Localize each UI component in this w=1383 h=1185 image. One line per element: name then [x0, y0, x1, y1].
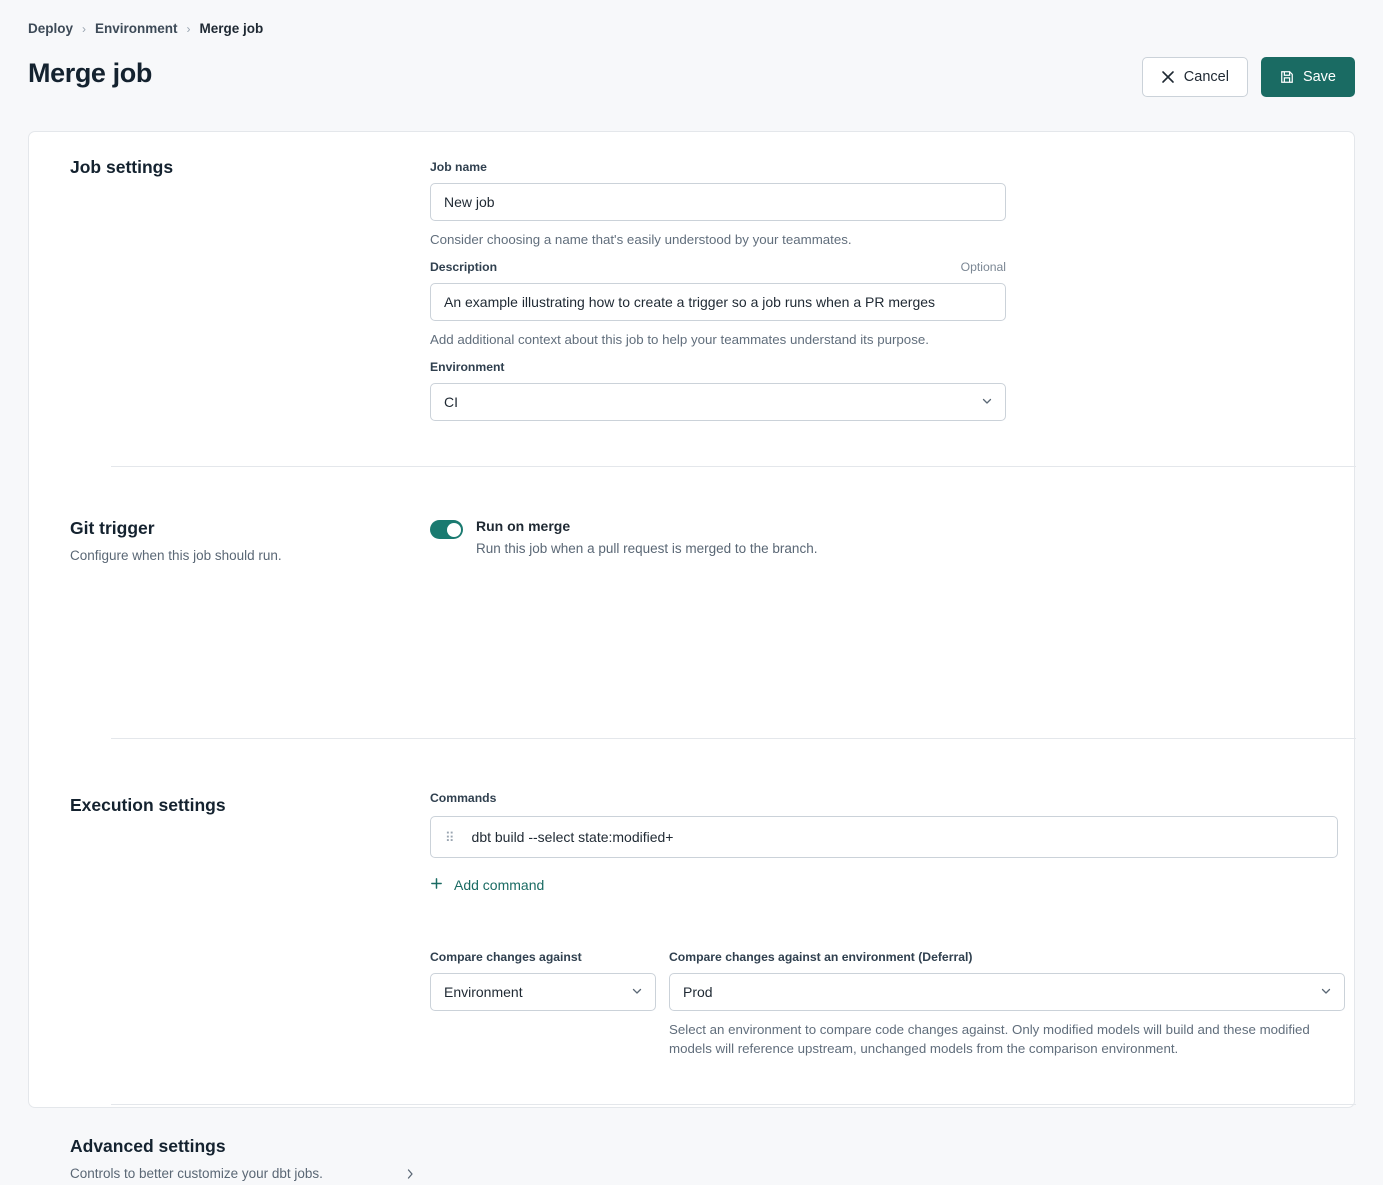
description-input[interactable]: An example illustrating how to create a trigger so a job runs when a PR merges	[430, 283, 1006, 321]
breadcrumb-item-merge-job: Merge job	[199, 21, 264, 36]
git-trigger-title: Git trigger	[70, 518, 155, 538]
divider	[111, 1104, 1356, 1105]
commands-label: Commands	[430, 791, 497, 805]
command-row[interactable]	[430, 816, 1338, 858]
job-settings-title: Job settings	[70, 157, 174, 177]
save-button[interactable]	[1261, 57, 1355, 97]
job-name-label: Job name	[430, 160, 487, 174]
run-on-merge-help: Run this job when a pull request is merged to the branch.	[476, 541, 818, 556]
breadcrumb-separator-icon: ›	[82, 21, 87, 36]
run-on-merge-label: Run on merge	[476, 518, 571, 534]
toggle-knob	[447, 523, 461, 537]
compare-changes-label: Compare changes against	[430, 950, 582, 964]
breadcrumb-separator-icon: ›	[186, 21, 191, 36]
deferral-field	[669, 950, 1345, 1059]
job-name-helper: Consider choosing a name that's easily understood by your teammates.	[430, 232, 852, 247]
advanced-settings-title: Advanced settings	[70, 1136, 226, 1156]
description-label: Description	[430, 260, 498, 274]
header-actions	[1142, 57, 1355, 97]
save-disk-icon	[1280, 70, 1294, 84]
execution-settings-heading	[70, 795, 390, 816]
commands-field	[430, 791, 1338, 895]
section-job-settings	[29, 132, 1354, 465]
chevron-right-icon[interactable]	[404, 1167, 416, 1185]
add-command-button[interactable]	[430, 877, 544, 893]
compare-changes-value: Environment	[444, 984, 523, 1000]
execution-settings-title: Execution settings	[70, 795, 226, 815]
settings-card	[28, 131, 1355, 1181]
description-optional-badge: Optional	[960, 260, 1006, 274]
breadcrumb-item-environment[interactable]: Environment	[95, 21, 178, 36]
chevron-down-icon	[981, 394, 993, 410]
deferral-helper: Select an environment to compare code changes against. Only modified models will build and these modified models will reference upstream, unchanged models from the comparison environment.	[669, 1022, 1310, 1057]
advanced-settings-subtitle: Controls to better customize your dbt jobs.	[70, 1166, 323, 1181]
job-settings-heading	[70, 157, 390, 178]
description-field	[430, 260, 1006, 349]
cancel-button-label: Cancel	[1183, 69, 1229, 85]
environment-select-value: CI	[444, 394, 458, 410]
section-git-trigger	[29, 466, 1354, 738]
job-name-input[interactable]: New job	[430, 183, 1006, 221]
page-title: Merge job	[28, 58, 152, 88]
chevron-down-icon	[1320, 984, 1332, 1000]
add-command-label: Add command	[454, 877, 545, 893]
run-on-merge-row	[430, 518, 817, 556]
description-helper: Add additional context about this job to help your teammates understand its purpose.	[430, 332, 929, 347]
deferral-select[interactable]	[669, 973, 1345, 1011]
close-icon	[1161, 70, 1175, 84]
run-on-merge-toggle[interactable]	[430, 520, 463, 539]
job-name-field	[430, 160, 1006, 249]
section-execution-settings	[29, 739, 1354, 1104]
compare-changes-select[interactable]	[430, 973, 656, 1011]
git-trigger-subtitle: Configure when this job should run.	[70, 548, 282, 563]
chevron-down-icon	[631, 984, 643, 1000]
breadcrumb	[28, 21, 263, 36]
compare-changes-field	[430, 950, 656, 1011]
command-input[interactable]: dbt build --select state:modified+	[471, 829, 674, 845]
drag-handle-icon[interactable]: ⠿	[445, 829, 456, 845]
environment-label: Environment	[430, 360, 505, 374]
plus-icon	[430, 877, 443, 893]
save-button-label: Save	[1302, 69, 1336, 85]
breadcrumb-item-deploy[interactable]: Deploy	[28, 21, 74, 36]
deferral-value: Prod	[683, 984, 713, 1000]
deferral-label: Compare changes against an environment (Deferral)	[669, 950, 973, 964]
environment-field	[430, 360, 1006, 421]
git-trigger-heading	[70, 518, 390, 566]
cancel-button[interactable]	[1142, 57, 1248, 97]
advanced-settings-heading	[70, 1136, 490, 1184]
environment-select[interactable]	[430, 383, 1006, 421]
